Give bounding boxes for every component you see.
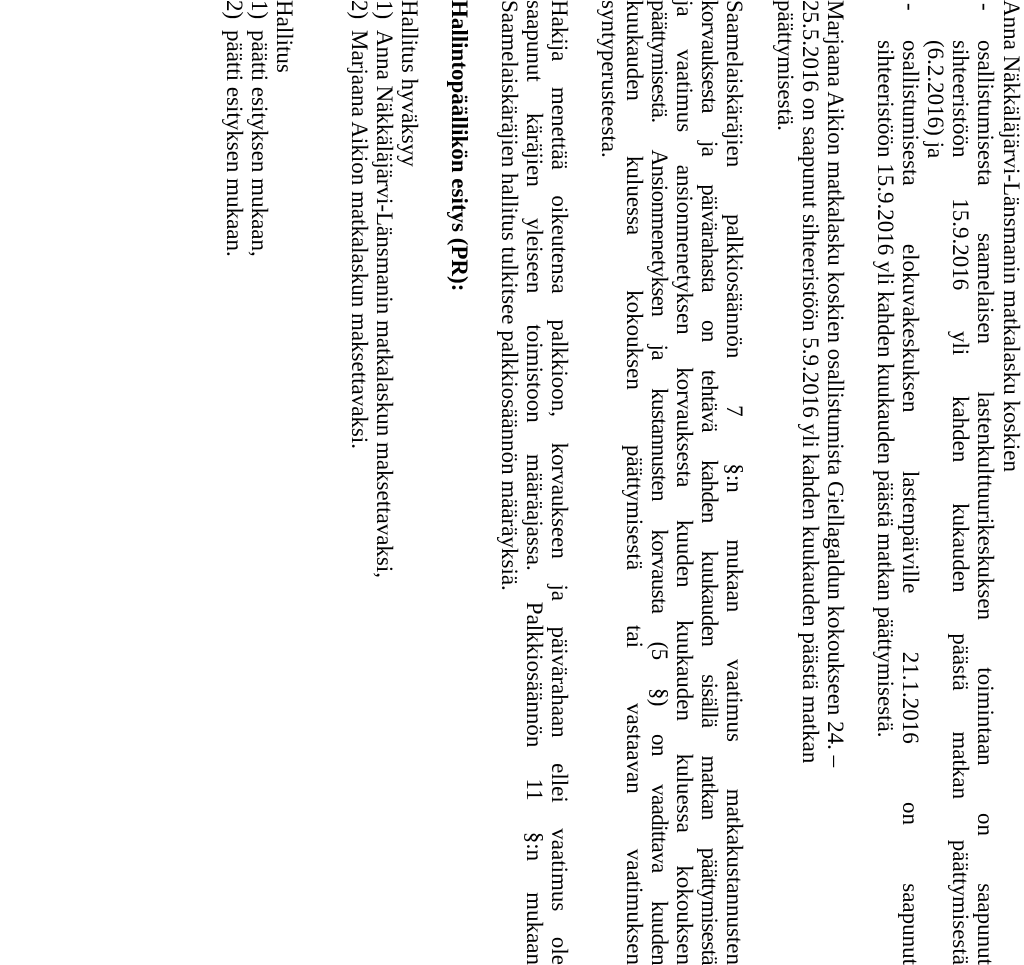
bullet2-line1: osallistumisesta elokuvakeskuksen lastenpäiville 21.1.2016 on saapunut	[898, 40, 923, 965]
proposal-item-number: 1)	[372, 0, 397, 20]
decision-item-text: päätti esityksen mukaan.	[222, 30, 247, 257]
applicant-line2: saapunut käräjien yleiseen toimistoon määräajassa. Palkkiosäännön 11 §:n mukaan	[522, 0, 547, 965]
decision-item-number: 1)	[247, 0, 272, 20]
bullet2-line2: sihteeristöön 15.9.2016 yli kahden kuukauden päästä matkan päättymisestä.	[873, 40, 898, 738]
bullet-dash: -	[898, 3, 923, 11]
marjaana-line3: päättymisestä.	[773, 0, 798, 131]
applicant-line3: Saamelaiskäräjien hallitus tulkitsee palkkiosäännön määräyksiä.	[497, 0, 522, 591]
rules-line5: kuukauden kuluessa kokouksen päättymisestä tai vastaavan vaatimuksen	[622, 0, 647, 965]
proposal-item-text: Anna Näkkäläjärvi-Länsmanin matkalaskun maksettavaksi,	[372, 30, 397, 578]
decision-intro: Hallitus	[272, 0, 297, 73]
intro-heading: Anna Näkkäläjärvi-Länsmanin matkalasku koskien	[999, 0, 1024, 472]
rules-line6: syntyperusteesta.	[597, 0, 622, 158]
applicant-line1: Hakija menettää oikeutensa palkkioon, korvaukseen ja päivärahaan ellei vaatimus ole	[547, 0, 572, 965]
marjaana-line1: Marjaana Aikion matkalasku koskien osallistumista Giellagaldun kokoukseen 24. –	[823, 0, 848, 768]
proposal-intro: Hallitus hyväksyy	[397, 0, 422, 167]
bullet1-line3: (6.2.2016) ja	[923, 40, 948, 159]
marjaana-line2: 25.5.2016 on saapunut sihteeristöön 5.9.2016 yli kahden kuukauden päästä matkan	[798, 0, 823, 764]
rules-line3: ja vaatimus ansionmenetyksen korvauksesta kuuden kuukauden kuluessa kokouksen	[672, 0, 697, 965]
bullet-dash: -	[973, 3, 998, 11]
bullet1-line1: osallistumisesta saamelaisen lastenkulttuurikeskuksen toimintaan on saapunut	[973, 40, 998, 965]
proposal-heading: Hallintopäällikön esitys (PR):	[447, 0, 472, 292]
decision-item-text: päätti esityksen mukaan,	[247, 30, 272, 257]
rules-line1: Saamelaiskäräjien palkkiosäännön 7 §:n mukaan vaatimus matkakustannusten	[722, 0, 747, 965]
rules-line2: korvauksesta ja päivärahasta on tehtävä kahden kuukauden sisällä matkan päättymisestä	[697, 0, 722, 965]
bullet1-line2: sihteeristöön 15.9.2016 yli kahden kukauden päästä matkan päättymisestä	[948, 40, 973, 965]
proposal-item-text: Marjaana Aikion matkalaskun maksettavaksi.	[347, 30, 372, 449]
proposal-item-number: 2)	[347, 0, 372, 20]
decision-item-number: 2)	[222, 0, 247, 20]
rules-line4: päättymisestä. Ansionmenetyksen ja kustannusten korvausta (5 §) on vaadittava kuuden	[647, 0, 672, 965]
